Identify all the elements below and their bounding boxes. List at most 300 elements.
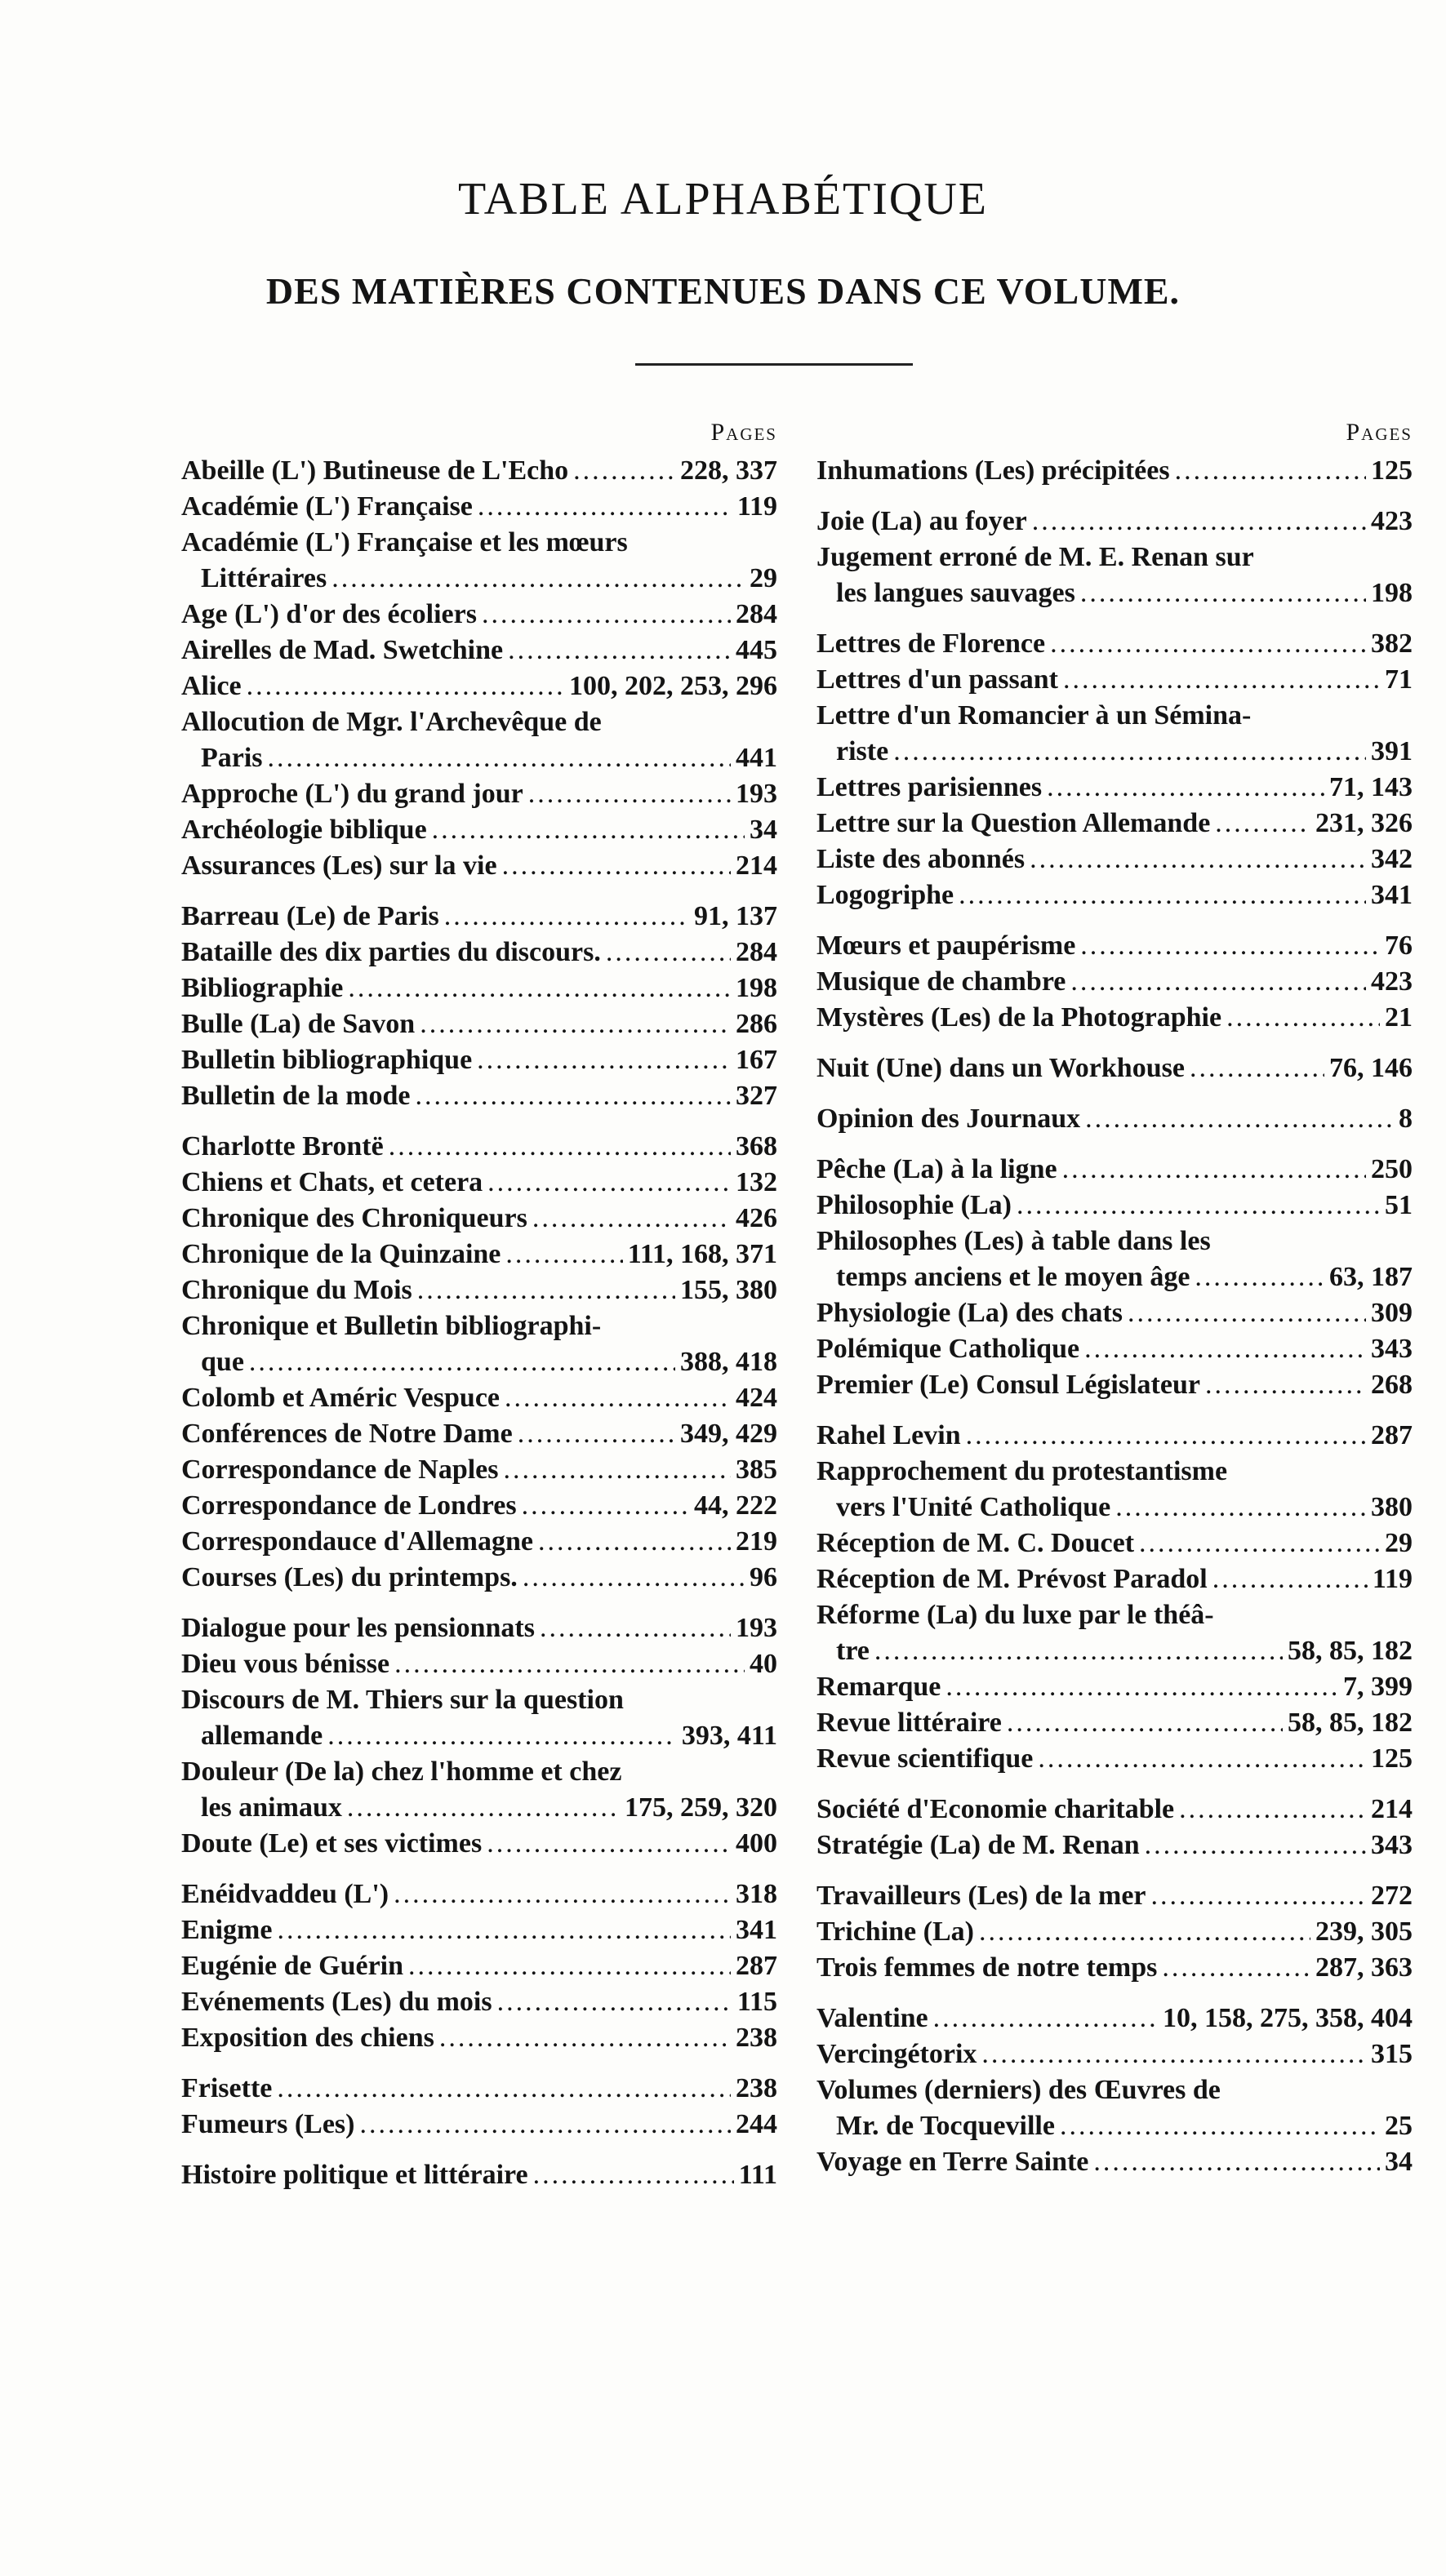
index-entry [816,964,1413,1000]
index-entry [181,1308,777,1380]
entry-title: Colomb et Améric Vespuce [181,1383,501,1413]
index-entry [816,842,1413,877]
index-entry [816,1561,1413,1597]
dot-leader [1085,1101,1394,1137]
index-entry [816,770,1413,806]
index-entry [181,1129,777,1165]
dot-leader [533,2157,734,2193]
index-entry [181,1201,777,1237]
index-entry [181,2071,777,2107]
entry-title: Valentine [816,2003,928,2033]
entry-title: Trichine (La) [816,1916,974,1947]
entry-title: Rahel Levin [816,1420,961,1450]
entry-pages: 343 [1371,1830,1413,1860]
index-entry [181,1237,777,1272]
entry-title: Fumeurs (Les) [181,2109,355,2139]
entry-pages: 7, 399 [1343,1672,1413,1702]
entry-pages: 426 [736,1203,777,1233]
dot-leader [540,1610,731,1646]
entry-pages: 198 [1371,578,1413,608]
dot-leader [1080,928,1380,964]
index-entry [816,1454,1413,1526]
entry-title: Douleur (De la) chez l'homme et chez [181,1757,622,1787]
dot-leader [247,668,564,704]
entry-title-continued: Littéraires [201,563,327,593]
dot-leader [359,2107,731,2143]
index-entry [816,2144,1413,2180]
index-entry [181,2157,777,2193]
entry-pages: 238 [736,2073,777,2103]
entry-title: Jugement erroné de M. E. Renan sur [816,542,1254,572]
index-entry [181,1610,777,1646]
entry-title: Musique de chambre [816,966,1066,997]
index-entry [816,698,1413,770]
dot-leader [268,740,731,776]
index-entry [816,1526,1413,1561]
index-entry [181,1078,777,1114]
dot-leader [394,1876,731,1912]
entry-pages: 315 [1371,2039,1413,2069]
entry-pages: 327 [736,1081,777,1111]
dot-leader [1190,1050,1324,1086]
entry-pages: 125 [1371,1743,1413,1774]
entry-pages: 21 [1385,1002,1413,1033]
entry-pages: 250 [1371,1154,1413,1184]
entry-title: Société d'Economie charitable [816,1794,1175,1824]
title-divider [635,363,913,366]
entry-title: Liste des abonnés [816,844,1026,874]
index-entry [181,525,777,597]
index-entry [816,1792,1413,1828]
index-entry [816,1418,1413,1454]
entry-title: Polémique Catholique [816,1334,1080,1364]
entry-pages: 287, 363 [1315,1952,1413,1983]
dot-leader [1175,453,1366,489]
dot-leader [1060,2108,1380,2144]
entry-title: Académie (L') Française et les mœurs [181,527,628,557]
entry-pages: 29 [750,563,777,593]
entry-title: Assurances (Les) sur la vie [181,851,497,881]
entry-title: Bulletin bibliographique [181,1045,473,1075]
entry-title: Lettre sur la Question Allemande [816,808,1211,838]
entry-title: Eugénie de Guérin [181,1951,404,1981]
entry-title: Physiologie (La) des chats [816,1298,1123,1328]
dot-leader [1050,626,1366,662]
index-entry [816,1950,1413,1986]
entry-title-continued: riste [836,736,889,766]
dot-leader [606,935,731,970]
index-entry [816,806,1413,842]
entry-title: Frisette [181,2073,273,2103]
index-entry [181,1416,777,1452]
dot-leader [523,1560,745,1596]
index-entry [816,2001,1413,2036]
index-entry [816,1669,1413,1705]
entry-title: Réception de M. Prévost Paradol [816,1564,1208,1594]
dot-leader [504,1452,732,1488]
dot-leader [1195,1259,1324,1295]
index-entry [816,504,1413,540]
entry-pages: 309 [1371,1298,1413,1328]
entry-title: Bulletin de la mode [181,1081,411,1111]
entry-pages: 193 [736,1613,777,1643]
entry-title: Chronique et Bulletin bibliographi- [181,1311,602,1341]
entry-title: Logogriphe [816,880,954,910]
index-entry [181,1682,777,1754]
dot-leader [1062,1152,1366,1188]
entry-title: Revue scientifique [816,1743,1034,1774]
index-entry [181,704,777,776]
entry-pages: 268 [1371,1370,1413,1400]
index-entry [816,928,1413,964]
entry-pages: 198 [736,973,777,1003]
entry-pages: 119 [1372,1564,1413,1594]
index-entry [181,1984,777,2020]
entry-pages: 100, 202, 253, 296 [569,671,777,701]
entry-pages: 111, 168, 371 [627,1239,777,1269]
entry-title: Age (L') d'or des écoliers [181,599,477,629]
entry-title: Correspondance de Naples [181,1455,499,1485]
entry-title-continued: les langues sauvages [836,578,1075,608]
dot-leader [1205,1367,1366,1403]
index-entry [181,1912,777,1948]
entry-title: Remarque [816,1672,941,1702]
entry-pages: 341 [1371,880,1413,910]
entry-title: Stratégie (La) de M. Renan [816,1830,1140,1860]
dot-leader [979,1914,1310,1950]
dot-leader [482,597,731,633]
entry-title: Nuit (Une) dans un Workhouse [816,1053,1185,1083]
dot-leader [1215,806,1310,842]
entry-title-continued: les animaux [201,1792,342,1823]
dot-leader [502,848,731,884]
entry-pages: 393, 411 [681,1721,777,1751]
index-column-right [816,412,1413,2180]
index-entry [181,668,777,704]
entry-title-continued: temps anciens et le moyen âge [836,1262,1190,1292]
entry-pages: 40 [750,1649,777,1679]
entry-pages: 58, 85, 182 [1288,1708,1413,1738]
entry-pages: 228, 337 [680,455,777,486]
index-column-left [181,412,777,2193]
entry-title: Charlotte Brontë [181,1131,384,1161]
dot-leader [1017,1188,1380,1224]
index-entry [181,1524,777,1560]
index-entry [181,776,777,812]
dot-leader [1070,964,1366,1000]
dot-leader [348,970,731,1006]
dot-leader [420,1006,731,1042]
dot-leader [477,1042,731,1078]
index-entries-right [816,453,1413,2180]
index-entry [181,2020,777,2056]
dot-leader [1145,1828,1366,1863]
entry-pages: 167 [736,1045,777,1075]
entry-pages: 76 [1385,930,1413,961]
dot-leader [1047,770,1324,806]
index-entry [816,1101,1413,1137]
entry-title: Opinion des Journaux [816,1104,1081,1134]
entry-title: Pêche (La) à la ligne [816,1154,1057,1184]
index-entry [181,2107,777,2143]
entry-pages: 175, 259, 320 [625,1792,777,1823]
entry-pages: 29 [1385,1528,1413,1558]
entry-pages: 51 [1385,1190,1413,1220]
index-entry [181,970,777,1006]
dot-leader [1007,1705,1283,1741]
index-entry [181,848,777,884]
index-entry [181,899,777,935]
entry-title: Approche (L') du grand jour [181,779,523,809]
dot-leader [408,1948,731,1984]
index-entry [181,1452,777,1488]
entry-pages: 125 [1371,455,1413,486]
entry-pages: 318 [736,1879,777,1909]
entry-title: Exposition des chiens [181,2023,434,2053]
dot-leader [1226,1000,1380,1036]
index-entry [816,540,1413,611]
entry-title: Mœurs et paupérisme [816,930,1076,961]
dot-leader [417,1272,675,1308]
index-entry [816,1705,1413,1741]
entry-title: Airelles de Mad. Swetchine [181,635,504,665]
entry-title: Lettres parisiennes [816,772,1043,802]
entry-title: Chronique de la Quinzaine [181,1239,501,1269]
page-subtitle: DES MATIÈRES CONTENUES DANS CE VOLUME. [265,270,1181,312]
dot-leader [432,812,745,848]
entry-pages: 445 [736,635,777,665]
entry-title: Allocution de Mgr. l'Archevêque de [181,707,602,737]
index-entry [181,597,777,633]
index-entry [181,1165,777,1201]
entry-pages: 441 [736,743,777,773]
index-entry [816,1331,1413,1367]
dot-leader [1030,842,1366,877]
entry-title: Trois femmes de notre temps [816,1952,1158,1983]
entry-title-continued: vers l'Unité Catholique [836,1492,1111,1522]
entry-pages: 193 [736,779,777,809]
dot-leader [327,1718,677,1754]
dot-leader [394,1646,745,1682]
dot-leader [945,1669,1338,1705]
entry-pages: 214 [736,851,777,881]
entry-title: Abeille (L') Butineuse de L'Echo [181,455,569,486]
dot-leader [249,1344,675,1380]
entry-pages: 96 [750,1562,777,1592]
dot-leader [528,776,731,812]
entry-pages: 155, 380 [680,1275,777,1305]
entry-title: Rapprochement du protestantisme [816,1456,1228,1486]
entry-title: Lettre d'un Romancier à un Sémina- [816,700,1252,731]
entry-title: Réception de M. C. Doucet [816,1528,1135,1558]
entry-pages: 71, 143 [1329,772,1413,802]
entry-pages: 341 [736,1915,777,1945]
entry-title-continued: Paris [201,743,263,773]
dot-leader [347,1790,620,1826]
entry-pages: 63, 187 [1329,1262,1413,1292]
index-entry [181,1380,777,1416]
entry-pages: 238 [736,2023,777,2053]
entry-title: Volumes (derniers) des Œuvres de [816,2075,1221,2105]
entry-title: Travailleurs (Les) de la mer [816,1881,1146,1911]
index-entry [816,1295,1413,1331]
dot-leader [893,734,1366,770]
dot-leader [389,1129,731,1165]
entry-title: Courses (Les) du printemps. [181,1562,518,1592]
entry-title: Barreau (Le) de Paris [181,901,439,931]
entry-pages: 400 [736,1828,777,1859]
entry-pages: 287 [1371,1420,1413,1450]
index-entry [816,877,1413,913]
index-entry [816,1224,1413,1295]
entry-pages: 388, 418 [680,1347,777,1377]
entry-pages: 58, 85, 182 [1288,1636,1413,1666]
index-entry [181,1560,777,1596]
entry-title: Académie (L') Française [181,491,473,522]
entry-pages: 25 [1385,2111,1413,2141]
entry-pages: 10, 158, 275, 358, 404 [1163,2003,1413,2033]
index-entry [816,1000,1413,1036]
entry-pages: 8 [1399,1104,1413,1134]
entry-pages: 34 [750,815,777,845]
dot-leader [874,1633,1283,1669]
index-entry [816,1741,1413,1777]
dot-leader [981,2036,1366,2072]
entry-pages: 219 [736,1526,777,1557]
dot-leader [439,2020,731,2056]
entry-pages: 286 [736,1009,777,1039]
entry-title: Premier (Le) Consul Législateur [816,1370,1200,1400]
index-entry [181,453,777,489]
entry-pages: 115 [736,1987,777,2017]
entry-title: Correspondance de Londres [181,1490,517,1521]
entry-pages: 132 [736,1167,777,1197]
dot-leader [505,1380,731,1416]
entry-title: Alice [181,671,242,701]
index-entry [816,662,1413,698]
dot-leader [1080,575,1366,611]
entry-pages: 284 [736,937,777,967]
entry-title: Philosophie (La) [816,1190,1012,1220]
entry-title: Inhumations (Les) précipitées [816,455,1170,486]
entry-title: Chronique du Mois [181,1275,412,1305]
index-entry [816,1597,1413,1669]
dot-leader [1063,662,1380,698]
entry-title: Bibliographie [181,973,344,1003]
entry-pages: 214 [1371,1794,1413,1824]
entry-pages: 239, 305 [1315,1916,1413,1947]
entry-pages: 119 [736,491,777,522]
entry-title: Joie (La) au foyer [816,506,1027,536]
entry-title: Lettres d'un passant [816,664,1058,695]
index-entry [181,1826,777,1862]
entry-title: Mystères (Les) de la Photographie [816,1002,1222,1033]
entry-title: Vercingétorix [816,2039,977,2069]
dot-leader [522,1488,689,1524]
dot-leader [1084,1331,1366,1367]
dot-leader [1151,1878,1366,1914]
entry-title: Réforme (La) du luxe par le théâ- [816,1600,1214,1630]
entry-pages: 91, 137 [694,901,777,931]
pages-column-header: Pages [1346,419,1413,446]
entry-pages: 343 [1371,1334,1413,1364]
index-entry [181,1876,777,1912]
dot-leader [277,2071,731,2107]
entry-pages: 423 [1371,966,1413,997]
entry-title: Enéidvaddeu (L') [181,1879,389,1909]
dot-leader [532,1201,731,1237]
entry-title: Chronique des Chroniqueurs [181,1203,527,1233]
entry-title: Revue littéraire [816,1708,1002,1738]
page-title: TABLE ALPHABÉTIQUE [457,174,989,224]
index-entry [181,633,777,668]
entry-title: Philosophes (Les) à table dans les [816,1226,1211,1256]
dot-leader [487,1826,731,1862]
entry-title: Doute (Le) et ses victimes [181,1828,483,1859]
dot-leader [416,1078,731,1114]
dot-leader [505,1237,622,1272]
entry-title: Correspondauce d'Allemagne [181,1526,533,1557]
index-entry [816,1828,1413,1863]
dot-leader [518,1416,675,1452]
dot-leader [1038,1741,1366,1777]
index-entry [816,2072,1413,2144]
entry-title: Archéologie biblique [181,815,427,845]
index-entry [816,2036,1413,2072]
entry-pages: 71 [1385,664,1413,695]
dot-leader [508,633,731,668]
entry-pages: 76, 146 [1329,1053,1413,1083]
dot-leader [478,489,732,525]
index-entry [181,812,777,848]
dot-leader [497,1984,732,2020]
entry-title-continued: tre [836,1636,870,1666]
entry-pages: 231, 326 [1315,808,1413,838]
dot-leader [933,2001,1158,2036]
dot-leader [538,1524,731,1560]
dot-leader [1093,2144,1380,2180]
index-entry [181,1488,777,1524]
index-entries-left [181,453,777,2193]
entry-title: Voyage en Terre Sainte [816,2147,1089,2177]
entry-pages: 423 [1371,506,1413,536]
entry-pages: 284 [736,599,777,629]
entry-pages: 385 [736,1455,777,1485]
entry-title: Lettres de Florence [816,628,1046,659]
dot-leader [1139,1526,1380,1561]
entry-pages: 244 [736,2109,777,2139]
index-entry [816,1878,1413,1914]
index-entry [816,1050,1413,1086]
entry-pages: 287 [736,1951,777,1981]
dot-leader [1179,1792,1366,1828]
dot-leader [1212,1561,1368,1597]
dot-leader [444,899,689,935]
entry-pages: 382 [1371,628,1413,659]
entry-pages: 44, 222 [694,1490,777,1521]
index-entry [181,1272,777,1308]
index-entry [816,626,1413,662]
pages-column-header: Pages [710,419,777,446]
index-entry [181,935,777,970]
dot-leader [573,453,675,489]
index-entry [816,1188,1413,1224]
dot-leader [1128,1295,1366,1331]
index-entry [816,1152,1413,1188]
index-entry [181,1948,777,1984]
index-entry [181,1646,777,1682]
entry-title-continued: allemande [201,1721,323,1751]
